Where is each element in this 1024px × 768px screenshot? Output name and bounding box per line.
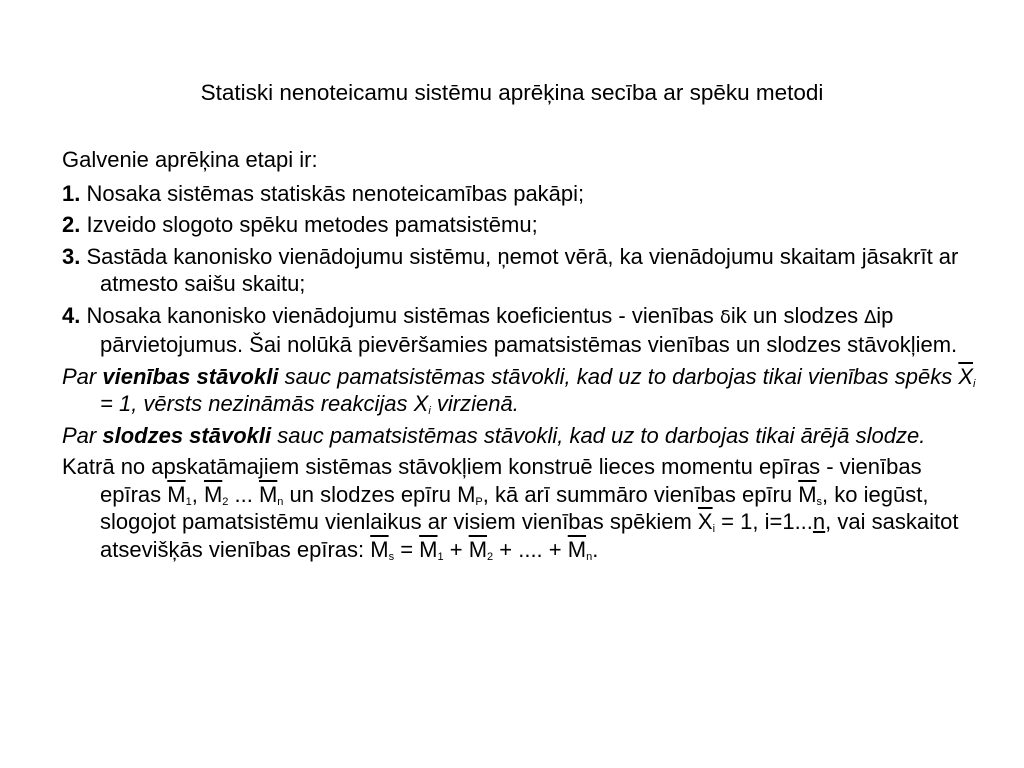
definition-load-state: [62, 422, 982, 450]
plus-ellipsis: + .... +: [493, 536, 568, 562]
step-number: 3.: [62, 243, 81, 269]
step-number: 1.: [62, 180, 81, 206]
m-variable: $\overline{M}$: [567, 536, 587, 562]
capital-delta-symbol: ∆: [864, 306, 877, 328]
delta-symbol: δ: [719, 306, 731, 328]
def-term: slodzes stāvokli: [102, 422, 272, 448]
m-variable: $\overline{M}$: [419, 536, 438, 562]
period: .: [592, 536, 599, 562]
step-1: [62, 180, 982, 208]
def-term: vienības stāvokli: [102, 363, 279, 389]
m-variable: $\overline{M}$: [798, 481, 817, 507]
step-text: Izveido slogoto spēku metodes pamatsistēmu;: [80, 212, 538, 237]
para-text: , kā arī summāro vienības epīru: [482, 481, 799, 507]
x-variable: X: [413, 391, 429, 416]
para-text: , ko iegūst, slogojot pamatsistēmu vienlaikus ar visiem vienības spēkiem: [100, 481, 929, 534]
m-variable: $\overline{M}$: [203, 481, 223, 507]
separator: ,: [191, 481, 204, 507]
def-text: Par: [62, 363, 103, 389]
m-variable: $\overline{M}$: [468, 536, 488, 562]
x-variable: $\overline{X}$: [958, 363, 974, 389]
intro-text: Galvenie aprēķina etapi ir:: [62, 147, 318, 172]
ellipsis: ...: [228, 481, 259, 507]
subscript: i: [973, 377, 976, 390]
para-text: un slodzes epīru M: [283, 481, 476, 507]
step-number: 2.: [62, 212, 81, 237]
m-variable: $\overline{M}$: [370, 536, 389, 562]
step-number: 4.: [62, 302, 81, 328]
subscript: n: [586, 550, 593, 563]
diagram-paragraph: [62, 453, 982, 563]
x-variable: $\overline{X}$: [697, 509, 713, 534]
equals-sign: =: [394, 536, 420, 562]
def-text: virzienā.: [430, 391, 519, 416]
subscript: 1: [437, 550, 444, 563]
subscript: 2: [222, 495, 229, 508]
m-variable: $\overline{M}$: [167, 481, 186, 507]
def-text: sauc pamatsistēmas stāvokli, kad uz to darbojas tikai ārējā slodze.: [271, 422, 926, 448]
step-2: [62, 211, 982, 239]
def-text: Par: [62, 422, 103, 448]
step-text: Nosaka sistēmas statiskās nenoteicamības pakāpi;: [80, 180, 585, 206]
para-text: = 1, i=1...: [715, 509, 813, 534]
subscript: i: [428, 405, 431, 417]
m-variable: $\overline{M}$: [258, 481, 278, 507]
def-text: = 1, vērsts nezināmās reakcijas: [100, 391, 414, 416]
page-title: Statiski nenoteicamu sistēmu aprēķina secība ar spēku metodi: [200, 80, 824, 105]
subscript: P: [475, 495, 483, 508]
subscript: 2: [487, 550, 494, 563]
step-text-a: Nosaka kanonisko vienādojumu sistēmas koeficientus - vienības: [80, 302, 720, 328]
plus-sign: +: [443, 536, 469, 562]
step-text-c: ip pārvietojumus. Šai nolūkā pievēršamies pamatsistēmas vienības un slodzes stāvokļiem.: [100, 302, 958, 357]
def-text: sauc pamatsistēmas stāvokli, kad uz to darbojas tikai vienības spēks: [278, 363, 959, 389]
subscript: i: [712, 523, 716, 535]
subscript: s: [388, 550, 395, 563]
step-4: [62, 302, 982, 359]
n-variable: n: [812, 509, 826, 534]
definition-unit-state: [62, 363, 982, 418]
subscript: s: [816, 495, 823, 508]
step-text: Sastāda kanonisko vienādojumu sistēmu, ņemot vērā, ka vienādojumu skaitam jāsakrīt ar atmesto saišu skaitu;: [80, 243, 959, 296]
para-text: , vai saskaitot atsevišķās vienības epīras:: [100, 509, 959, 562]
subscript: 1: [185, 495, 192, 508]
document-body: [62, 146, 982, 569]
subscript: n: [277, 495, 284, 508]
step-text-b: ik un slodzes: [730, 302, 865, 328]
step-3: [62, 243, 982, 298]
para-text: Katrā no apskatāmajiem sistēmas stāvokļiem konstruē lieces momentu epīras - vienības epīras: [62, 454, 922, 507]
